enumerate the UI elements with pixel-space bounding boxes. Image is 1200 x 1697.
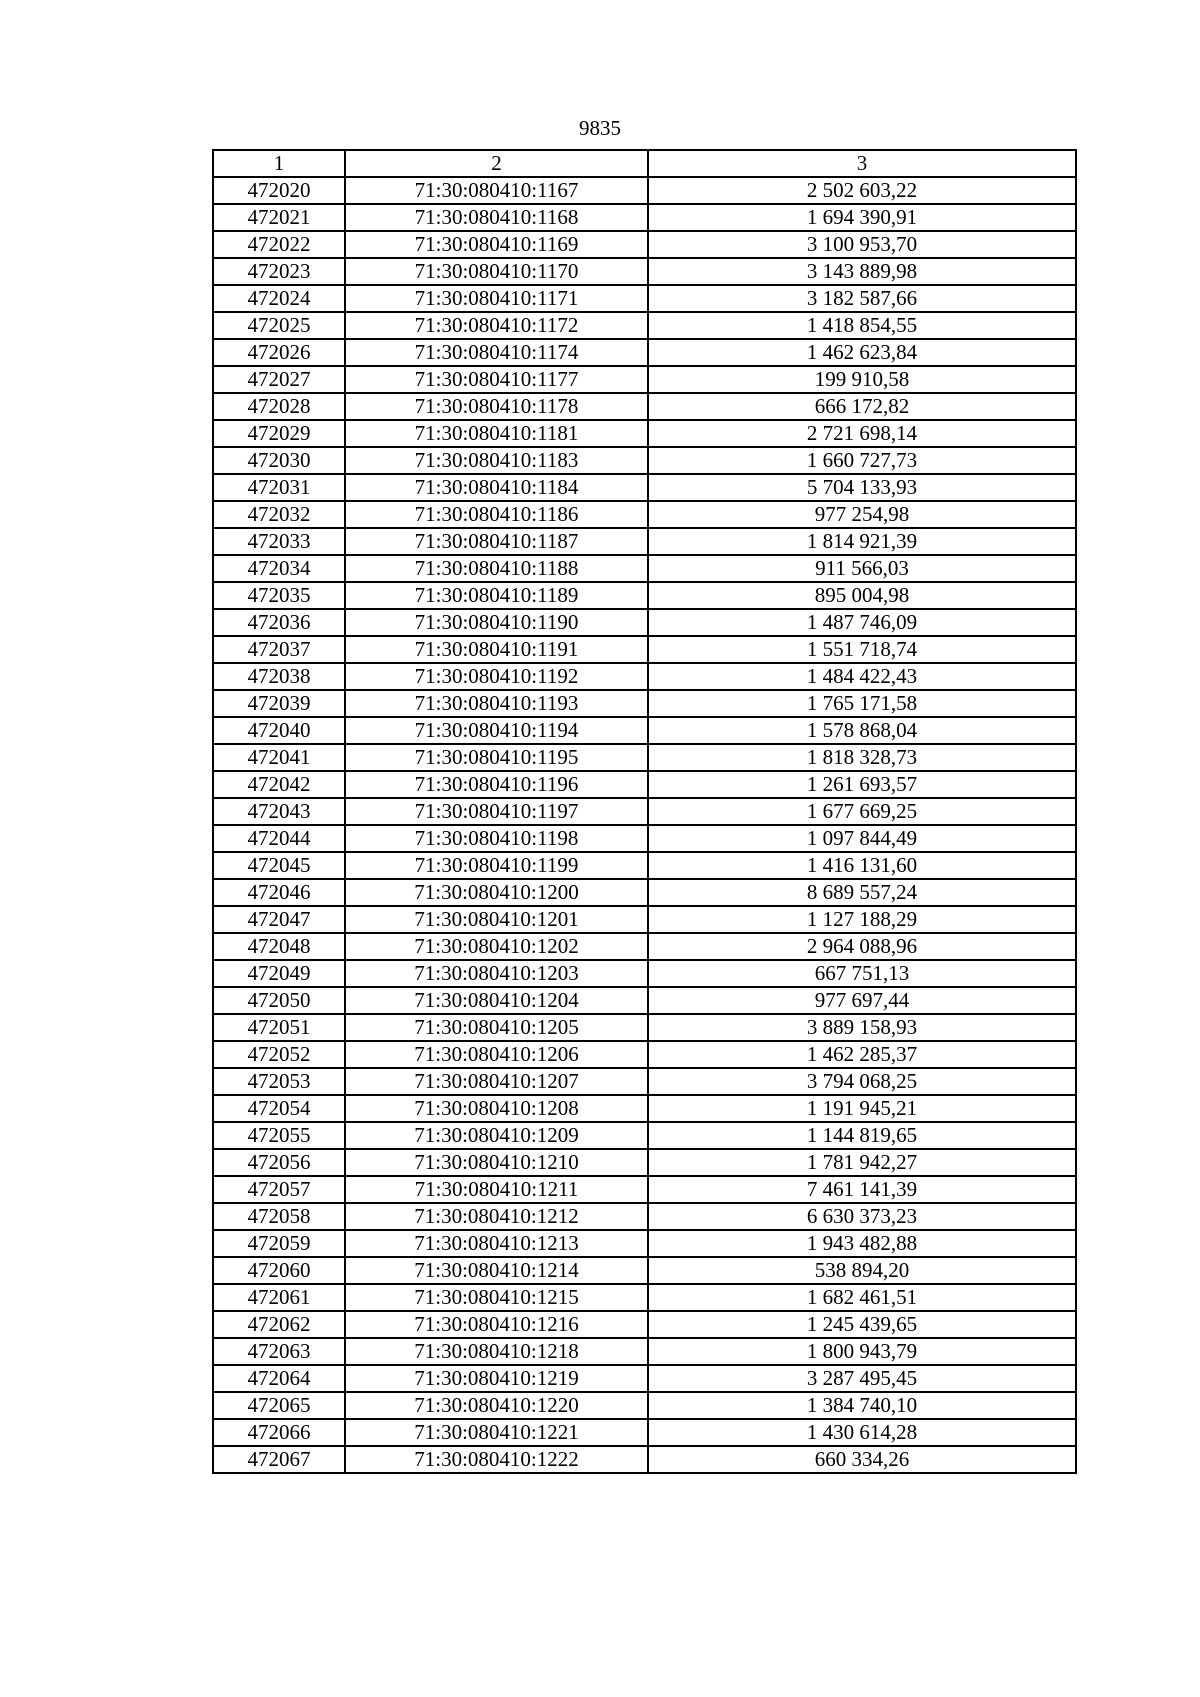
cell-cadastral-number: 71:30:080410:1202	[345, 933, 648, 960]
cell-row-number: 472034	[213, 555, 345, 582]
cell-cadastral-number: 71:30:080410:1219	[345, 1365, 648, 1392]
cell-value: 3 100 953,70	[648, 231, 1076, 258]
table-row	[213, 717, 1076, 744]
cell-value: 911 566,03	[648, 555, 1076, 582]
cell-value: 1 682 461,51	[648, 1284, 1076, 1311]
cell-row-number: 472066	[213, 1419, 345, 1446]
cell-value: 1 551 718,74	[648, 636, 1076, 663]
cell-value: 2 721 698,14	[648, 420, 1076, 447]
cell-value: 1 814 921,39	[648, 528, 1076, 555]
cell-row-number: 472051	[213, 1014, 345, 1041]
table-row	[213, 1014, 1076, 1041]
cell-row-number: 472056	[213, 1149, 345, 1176]
cell-cadastral-number: 71:30:080410:1210	[345, 1149, 648, 1176]
table-row	[213, 663, 1076, 690]
cell-cadastral-number: 71:30:080410:1186	[345, 501, 648, 528]
cell-row-number: 472040	[213, 717, 345, 744]
table-body	[213, 177, 1076, 1473]
cell-row-number: 472031	[213, 474, 345, 501]
cell-row-number: 472024	[213, 285, 345, 312]
cell-cadastral-number: 71:30:080410:1218	[345, 1338, 648, 1365]
cell-cadastral-number: 71:30:080410:1209	[345, 1122, 648, 1149]
cell-row-number: 472067	[213, 1446, 345, 1473]
table-row	[213, 879, 1076, 906]
cell-cadastral-number: 71:30:080410:1211	[345, 1176, 648, 1203]
cell-cadastral-number: 71:30:080410:1207	[345, 1068, 648, 1095]
cell-value: 1 097 844,49	[648, 825, 1076, 852]
table-row	[213, 609, 1076, 636]
cell-row-number: 472039	[213, 690, 345, 717]
table-row	[213, 177, 1076, 204]
cell-row-number: 472062	[213, 1311, 345, 1338]
cell-value: 977 254,98	[648, 501, 1076, 528]
cell-cadastral-number: 71:30:080410:1174	[345, 339, 648, 366]
cell-value: 1 487 746,09	[648, 609, 1076, 636]
cell-row-number: 472032	[213, 501, 345, 528]
cell-row-number: 472026	[213, 339, 345, 366]
table-row	[213, 636, 1076, 663]
cell-value: 3 794 068,25	[648, 1068, 1076, 1095]
cell-row-number: 472046	[213, 879, 345, 906]
cell-row-number: 472023	[213, 258, 345, 285]
cell-cadastral-number: 71:30:080410:1201	[345, 906, 648, 933]
cell-row-number: 472050	[213, 987, 345, 1014]
cell-row-number: 472045	[213, 852, 345, 879]
cell-cadastral-number: 71:30:080410:1221	[345, 1419, 648, 1446]
cell-row-number: 472036	[213, 609, 345, 636]
cell-row-number: 472052	[213, 1041, 345, 1068]
table-row	[213, 852, 1076, 879]
table-row	[213, 771, 1076, 798]
cell-value: 1 416 131,60	[648, 852, 1076, 879]
cell-cadastral-number: 71:30:080410:1192	[345, 663, 648, 690]
table-row	[213, 744, 1076, 771]
cell-value: 1 127 188,29	[648, 906, 1076, 933]
cell-value: 1 578 868,04	[648, 717, 1076, 744]
cell-value: 1 144 819,65	[648, 1122, 1076, 1149]
cell-cadastral-number: 71:30:080410:1208	[345, 1095, 648, 1122]
table-row	[213, 1257, 1076, 1284]
cell-row-number: 472043	[213, 798, 345, 825]
cell-cadastral-number: 71:30:080410:1191	[345, 636, 648, 663]
table-row	[213, 798, 1076, 825]
cell-cadastral-number: 71:30:080410:1189	[345, 582, 648, 609]
cell-value: 1 694 390,91	[648, 204, 1076, 231]
table-row	[213, 960, 1076, 987]
cell-cadastral-number: 71:30:080410:1177	[345, 366, 648, 393]
table-row	[213, 906, 1076, 933]
cell-value: 667 751,13	[648, 960, 1076, 987]
cell-value: 660 334,26	[648, 1446, 1076, 1473]
cell-cadastral-number: 71:30:080410:1199	[345, 852, 648, 879]
cell-value: 1 660 727,73	[648, 447, 1076, 474]
cell-value: 1 191 945,21	[648, 1095, 1076, 1122]
table-row	[213, 1041, 1076, 1068]
cell-value: 8 689 557,24	[648, 879, 1076, 906]
cell-cadastral-number: 71:30:080410:1172	[345, 312, 648, 339]
cell-row-number: 472055	[213, 1122, 345, 1149]
table-row	[213, 1095, 1076, 1122]
cell-value: 977 697,44	[648, 987, 1076, 1014]
table-row	[213, 555, 1076, 582]
table-row	[213, 204, 1076, 231]
cell-cadastral-number: 71:30:080410:1220	[345, 1392, 648, 1419]
cell-cadastral-number: 71:30:080410:1168	[345, 204, 648, 231]
cell-row-number: 472061	[213, 1284, 345, 1311]
cell-value: 6 630 373,23	[648, 1203, 1076, 1230]
table-row	[213, 1311, 1076, 1338]
cell-row-number: 472059	[213, 1230, 345, 1257]
cell-row-number: 472044	[213, 825, 345, 852]
table-row	[213, 285, 1076, 312]
table-row	[213, 825, 1076, 852]
cell-value: 1 418 854,55	[648, 312, 1076, 339]
cell-row-number: 472049	[213, 960, 345, 987]
cell-value: 1 462 623,84	[648, 339, 1076, 366]
cell-row-number: 472053	[213, 1068, 345, 1095]
cell-value: 1 430 614,28	[648, 1419, 1076, 1446]
cell-cadastral-number: 71:30:080410:1178	[345, 393, 648, 420]
page-number: 9835	[579, 116, 621, 140]
table-row	[213, 420, 1076, 447]
table-row	[213, 258, 1076, 285]
cell-row-number: 472033	[213, 528, 345, 555]
cell-value: 3 143 889,98	[648, 258, 1076, 285]
cell-cadastral-number: 71:30:080410:1183	[345, 447, 648, 474]
cell-cadastral-number: 71:30:080410:1205	[345, 1014, 648, 1041]
cell-cadastral-number: 71:30:080410:1216	[345, 1311, 648, 1338]
cell-cadastral-number: 71:30:080410:1197	[345, 798, 648, 825]
cell-row-number: 472042	[213, 771, 345, 798]
cell-value: 1 781 942,27	[648, 1149, 1076, 1176]
cell-row-number: 472041	[213, 744, 345, 771]
table-row	[213, 1446, 1076, 1473]
cell-value: 2 502 603,22	[648, 177, 1076, 204]
data-table	[212, 149, 1077, 1474]
cell-value: 3 889 158,93	[648, 1014, 1076, 1041]
cell-cadastral-number: 71:30:080410:1195	[345, 744, 648, 771]
cell-value: 1 800 943,79	[648, 1338, 1076, 1365]
cell-value: 1 484 422,43	[648, 663, 1076, 690]
cell-cadastral-number: 71:30:080410:1203	[345, 960, 648, 987]
table-row	[213, 987, 1076, 1014]
cell-cadastral-number: 71:30:080410:1171	[345, 285, 648, 312]
table-row	[213, 393, 1076, 420]
cell-value: 1 384 740,10	[648, 1392, 1076, 1419]
cell-value: 666 172,82	[648, 393, 1076, 420]
table-row	[213, 1230, 1076, 1257]
cell-row-number: 472048	[213, 933, 345, 960]
cell-row-number: 472063	[213, 1338, 345, 1365]
cell-cadastral-number: 71:30:080410:1194	[345, 717, 648, 744]
column-header-cadastral-number: 2	[345, 150, 648, 177]
table-row	[213, 447, 1076, 474]
cell-cadastral-number: 71:30:080410:1184	[345, 474, 648, 501]
cell-row-number: 472054	[213, 1095, 345, 1122]
cell-cadastral-number: 71:30:080410:1167	[345, 177, 648, 204]
column-header-value: 3	[648, 150, 1076, 177]
cell-value: 2 964 088,96	[648, 933, 1076, 960]
cell-cadastral-number: 71:30:080410:1214	[345, 1257, 648, 1284]
cell-row-number: 472020	[213, 177, 345, 204]
cell-value: 1 677 669,25	[648, 798, 1076, 825]
cell-row-number: 472057	[213, 1176, 345, 1203]
table-row	[213, 1419, 1076, 1446]
cell-cadastral-number: 71:30:080410:1188	[345, 555, 648, 582]
table-row	[213, 1149, 1076, 1176]
cell-row-number: 472038	[213, 663, 345, 690]
table-row	[213, 582, 1076, 609]
cell-value: 3 287 495,45	[648, 1365, 1076, 1392]
cell-row-number: 472064	[213, 1365, 345, 1392]
cell-row-number: 472035	[213, 582, 345, 609]
table-row	[213, 312, 1076, 339]
table-header-row	[213, 150, 1076, 177]
table-row	[213, 339, 1076, 366]
cell-row-number: 472025	[213, 312, 345, 339]
cell-value: 7 461 141,39	[648, 1176, 1076, 1203]
table-row	[213, 1203, 1076, 1230]
cell-row-number: 472027	[213, 366, 345, 393]
table-row	[213, 690, 1076, 717]
cell-row-number: 472065	[213, 1392, 345, 1419]
table-row	[213, 1365, 1076, 1392]
cell-row-number: 472021	[213, 204, 345, 231]
cell-value: 1 818 328,73	[648, 744, 1076, 771]
cell-value: 538 894,20	[648, 1257, 1076, 1284]
table-row	[213, 231, 1076, 258]
column-header-number: 1	[213, 150, 345, 177]
cell-cadastral-number: 71:30:080410:1190	[345, 609, 648, 636]
cell-cadastral-number: 71:30:080410:1215	[345, 1284, 648, 1311]
cell-value: 1 245 439,65	[648, 1311, 1076, 1338]
cell-row-number: 472058	[213, 1203, 345, 1230]
cell-value: 1 261 693,57	[648, 771, 1076, 798]
cell-cadastral-number: 71:30:080410:1206	[345, 1041, 648, 1068]
table-row	[213, 1338, 1076, 1365]
cell-row-number: 472030	[213, 447, 345, 474]
table-row	[213, 528, 1076, 555]
cell-value: 1 943 482,88	[648, 1230, 1076, 1257]
cell-row-number: 472037	[213, 636, 345, 663]
cell-cadastral-number: 71:30:080410:1196	[345, 771, 648, 798]
cell-row-number: 472022	[213, 231, 345, 258]
cell-row-number: 472047	[213, 906, 345, 933]
cell-cadastral-number: 71:30:080410:1193	[345, 690, 648, 717]
table-row	[213, 933, 1076, 960]
cell-value: 3 182 587,66	[648, 285, 1076, 312]
table-row	[213, 1284, 1076, 1311]
cell-cadastral-number: 71:30:080410:1204	[345, 987, 648, 1014]
cell-cadastral-number: 71:30:080410:1200	[345, 879, 648, 906]
cell-cadastral-number: 71:30:080410:1212	[345, 1203, 648, 1230]
cell-cadastral-number: 71:30:080410:1170	[345, 258, 648, 285]
cell-row-number: 472028	[213, 393, 345, 420]
table-row	[213, 474, 1076, 501]
cell-value: 1 462 285,37	[648, 1041, 1076, 1068]
cell-cadastral-number: 71:30:080410:1213	[345, 1230, 648, 1257]
table-row	[213, 366, 1076, 393]
table-row	[213, 1122, 1076, 1149]
table-row	[213, 1068, 1076, 1095]
table-row	[213, 1176, 1076, 1203]
cell-row-number: 472029	[213, 420, 345, 447]
table-row	[213, 1392, 1076, 1419]
cell-value: 199 910,58	[648, 366, 1076, 393]
cell-value: 5 704 133,93	[648, 474, 1076, 501]
cell-value: 1 765 171,58	[648, 690, 1076, 717]
table-row	[213, 501, 1076, 528]
cell-cadastral-number: 71:30:080410:1198	[345, 825, 648, 852]
cell-cadastral-number: 71:30:080410:1187	[345, 528, 648, 555]
cell-row-number: 472060	[213, 1257, 345, 1284]
cell-cadastral-number: 71:30:080410:1222	[345, 1446, 648, 1473]
cell-cadastral-number: 71:30:080410:1169	[345, 231, 648, 258]
cell-cadastral-number: 71:30:080410:1181	[345, 420, 648, 447]
cell-value: 895 004,98	[648, 582, 1076, 609]
